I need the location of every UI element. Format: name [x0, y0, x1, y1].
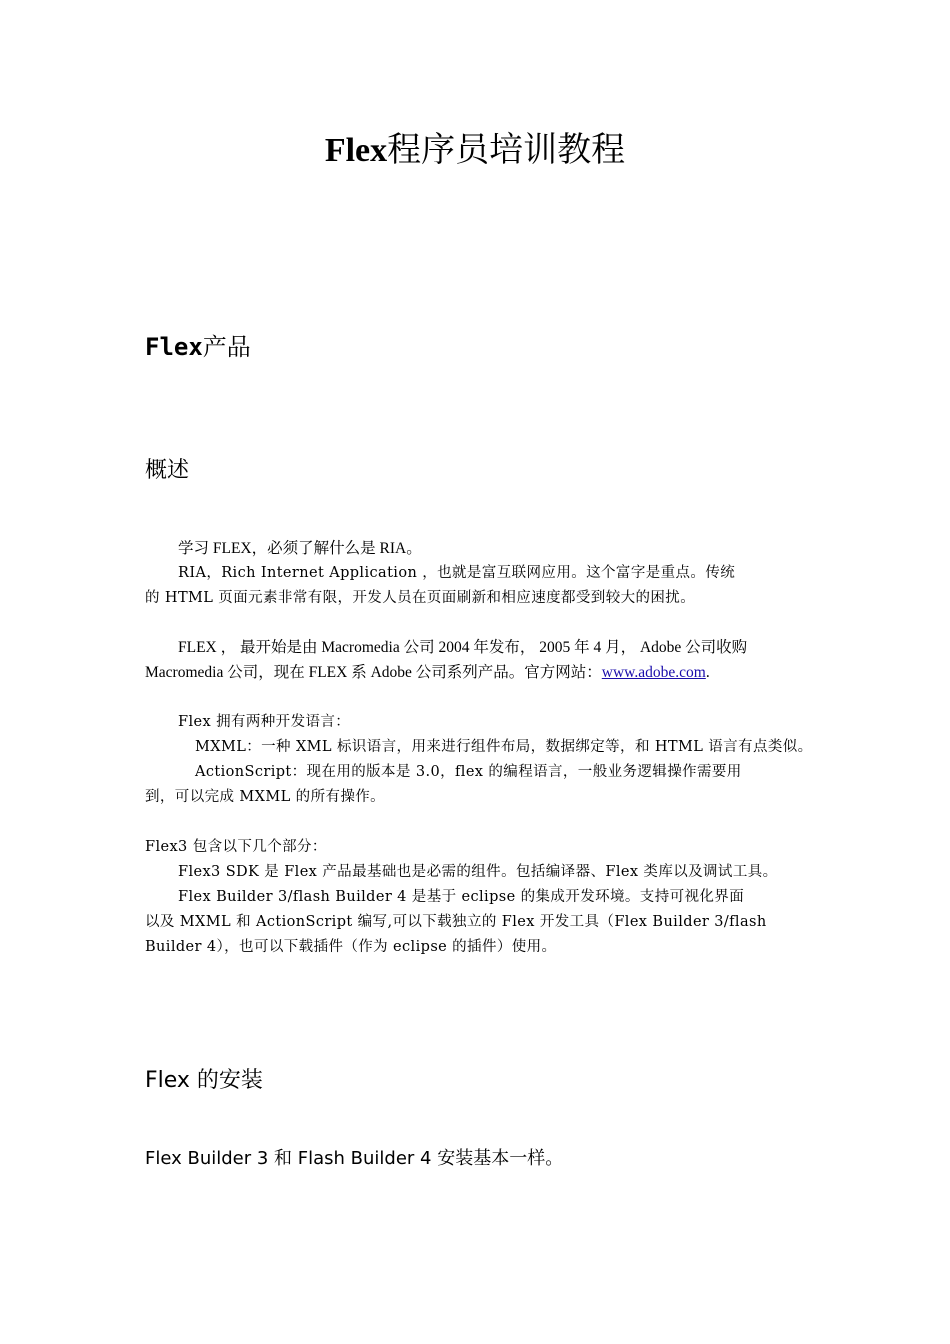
paragraph-flex-history-line1-text: FLEX ， 最开始是由 Macromedia 公司 2004 年发布， 2005 年 4 月， Adobe 公司收购: [178, 639, 748, 656]
paragraph-flex-history-line2: [145, 660, 813, 686]
paragraph-actionscript-line1: ActionScript：现在用的版本是 3.0，flex 的编程语言，一般业务逻辑操作需要用: [195, 764, 742, 780]
paragraph-learn-flex: [145, 536, 846, 562]
paragraph-flex-languages: Flex 拥有两种开发语言：: [178, 714, 351, 730]
paragraph-ria-line1: RIA，Rich Internet Application ，也就是富互联网应用。这个富字是重点。传统: [178, 565, 736, 581]
paragraph-flex-builder-line3: Builder 4），也可以下载插件（作为 eclipse 的插件）使用。: [145, 939, 557, 955]
heading-flex-install: Flex 的安装: [145, 1068, 263, 1093]
paragraph-flex-history-end: .: [705, 664, 710, 681]
heading-product-cjk: 产品: [202, 333, 251, 361]
paragraph-install-intro: Flex Builder 3 和 Flash Builder 4 安装基本一样。: [145, 1148, 564, 1169]
title-latin: Flex: [324, 132, 388, 169]
heading-product-latin: Flex: [145, 333, 203, 361]
paragraph-flex3-parts: Flex3 包含以下几个部分：: [145, 839, 327, 855]
paragraph-flex-history-line2-text: Macromedia 公司，现在 FLEX 系 Adobe 公司系列产品。官方网站：: [145, 664, 602, 681]
title-cjk: 程序员培训教程: [387, 130, 626, 170]
paragraph-flex-builder-line1: Flex Builder 3/flash Builder 4 是基于 eclipse 的集成开发环境。支持可视化界面: [178, 889, 745, 905]
paragraph-mxml: MXML：一种 XML 标识语言，用来进行组件布局，数据绑定等，和 HTML 语言有点类似。: [195, 739, 813, 755]
heading-flex-product: [145, 330, 251, 364]
paragraph-actionscript-line2: 到，可以完成 MXML 的所有操作。: [145, 789, 386, 805]
adobe-website-link[interactable]: www.adobe.com: [601, 664, 706, 681]
paragraph-ria-line2: 的 HTML 页面元素非常有限，开发人员在页面刷新和相应速度都受到较大的困扰。: [145, 590, 696, 606]
paragraph-flex-history-line1: [145, 635, 846, 661]
paragraph-flex-builder-line2: 以及 MXML 和 ActionScript 编写,可以下载独立的 Flex 开发工具（Flex Builder 3/flash: [145, 914, 767, 930]
paragraph-flex3-sdk: Flex3 SDK 是 Flex 产品最基础也是必需的组件。包括编译器、Flex 类库以及调试工具。: [178, 864, 778, 880]
paragraph-learn-flex-text: 学习 FLEX，必须了解什么是 RIA。: [178, 540, 422, 557]
document-title: [0, 128, 950, 173]
heading-overview: 概述: [145, 458, 190, 483]
